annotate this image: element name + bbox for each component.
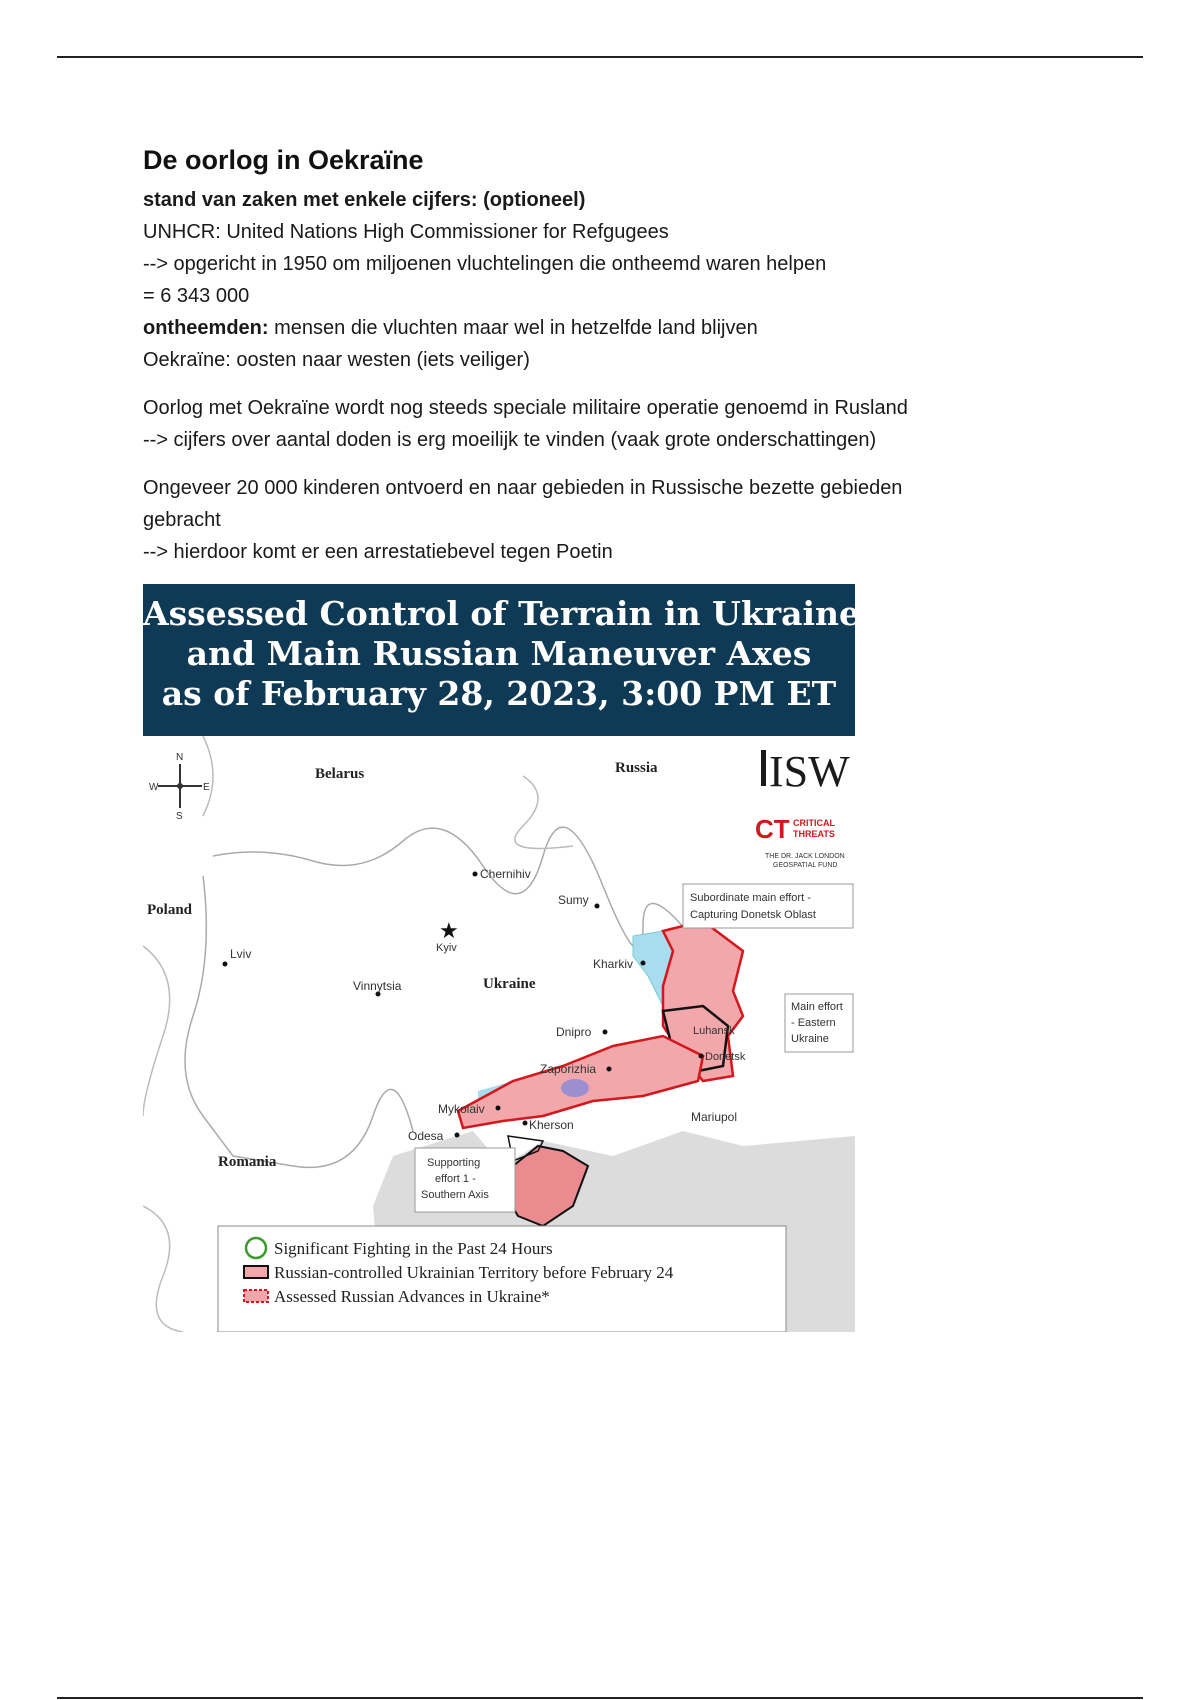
map-title-line: Assessed Control of Terrain in Ukraine bbox=[143, 594, 860, 633]
border-line bbox=[203, 736, 213, 816]
city-kharkiv: Kharkiv bbox=[593, 957, 634, 971]
label-belarus: Belarus bbox=[315, 766, 365, 782]
text-line: UNHCR: United Nations High Commissioner for Refgugees bbox=[143, 221, 669, 243]
svg-text:THREATS: THREATS bbox=[793, 829, 835, 839]
svg-text:CT: CT bbox=[755, 814, 790, 844]
city-luhansk: Luhansk bbox=[693, 1025, 735, 1037]
compass-e: E bbox=[203, 782, 210, 793]
legend-item: Assessed Russian Advances in Ukraine* bbox=[274, 1287, 550, 1306]
page-title: De oorlog in Oekraïne bbox=[143, 145, 424, 175]
svg-text:CRITICAL: CRITICAL bbox=[793, 818, 835, 828]
text-line: --> opgericht in 1950 om miljoenen vluchtelingen die ontheemd waren helpen bbox=[143, 253, 827, 275]
definition-text: mensen die vluchten maar wel in hetzelfde land blijven bbox=[268, 317, 758, 339]
text-line: = 6 343 000 bbox=[143, 285, 250, 307]
city-mykolaiv: Mykolaiv bbox=[438, 1102, 485, 1116]
city-dot bbox=[473, 872, 478, 877]
city-dot bbox=[455, 1133, 460, 1138]
city-mariupol: Mariupol bbox=[691, 1110, 738, 1124]
compass-n: N bbox=[176, 752, 184, 763]
document-body bbox=[143, 140, 1043, 568]
definition-line bbox=[143, 312, 1043, 344]
callout-subordinate bbox=[683, 884, 853, 928]
city-dot bbox=[699, 1054, 704, 1059]
text-line: gebracht bbox=[143, 509, 221, 531]
border-line bbox=[515, 776, 573, 849]
city-kherson: Kherson bbox=[529, 1118, 574, 1132]
svg-text:ISW: ISW bbox=[769, 747, 850, 796]
city-chernihiv: Chernihiv bbox=[480, 867, 531, 881]
callout-supporting bbox=[415, 1148, 515, 1212]
compass-w: W bbox=[149, 782, 159, 793]
city-dot bbox=[595, 904, 600, 909]
city-odesa: Odesa bbox=[408, 1129, 444, 1143]
controlled-legend-icon bbox=[244, 1266, 268, 1278]
city-sumy: Sumy bbox=[558, 893, 589, 907]
border-line bbox=[143, 1206, 183, 1332]
ct-logo bbox=[755, 814, 845, 869]
city-zaporizhia: Zaporizhia bbox=[540, 1062, 597, 1076]
map-title bbox=[143, 584, 860, 736]
city-donetsk: Donetsk bbox=[705, 1051, 746, 1063]
legend-item: Russian-controlled Ukrainian Territory before February 24 bbox=[274, 1263, 674, 1282]
svg-text:Ukraine: Ukraine bbox=[791, 1033, 829, 1045]
callout-main-effort bbox=[785, 994, 853, 1052]
text-line: --> cijfers over aantal doden is erg moeilijk te vinden (vaak grote onderschattingen) bbox=[143, 429, 877, 451]
label-ukraine: Ukraine bbox=[483, 976, 536, 992]
city-dot bbox=[523, 1121, 528, 1126]
city-vinnytsia: Vinnytsia bbox=[353, 979, 402, 993]
map-title-line: as of February 28, 2023, 3:00 PM ET bbox=[161, 674, 837, 713]
isw-logo bbox=[761, 747, 850, 796]
subtitle: stand van zaken met enkele cijfers: (optioneel) bbox=[143, 189, 586, 211]
map-title-line: and Main Russian Maneuver Axes bbox=[186, 634, 812, 673]
map-legend bbox=[218, 1226, 786, 1332]
city-lviv: Lviv bbox=[230, 947, 252, 961]
compass-s: S bbox=[176, 811, 183, 822]
text-line: Oorlog met Oekraïne wordt nog steeds speciale militaire operatie genoemd in Rusland bbox=[143, 397, 908, 419]
border-line bbox=[143, 946, 170, 1116]
city-dot bbox=[496, 1106, 501, 1111]
bottom-rule bbox=[57, 1697, 1143, 1699]
city-dot bbox=[603, 1030, 608, 1035]
city-dot bbox=[223, 962, 228, 967]
ukraine-map-image bbox=[143, 584, 860, 1332]
svg-text:Supporting: Supporting bbox=[427, 1157, 481, 1169]
label-poland: Poland bbox=[147, 902, 193, 918]
city-dnipro: Dnipro bbox=[556, 1025, 592, 1039]
svg-text:Subordinate main effort -: Subordinate main effort - bbox=[690, 892, 811, 904]
svg-text:THE DR. JACK LONDON: THE DR. JACK LONDON bbox=[765, 853, 845, 860]
compass-icon bbox=[149, 752, 210, 822]
svg-text:effort 1 -: effort 1 - bbox=[435, 1173, 476, 1185]
text-line: Oekraïne: oosten naar westen (iets veiliger) bbox=[143, 349, 530, 371]
map-graphic bbox=[143, 736, 855, 1332]
capital-star-icon: ★ bbox=[439, 918, 459, 943]
city-dot bbox=[641, 961, 646, 966]
definition-term: ontheemden: bbox=[143, 317, 269, 339]
svg-text:Southern Axis: Southern Axis bbox=[421, 1189, 489, 1201]
reservoir bbox=[561, 1079, 589, 1097]
text-line: --> hierdoor komt er een arrestatiebevel tegen Poetin bbox=[143, 541, 613, 563]
label-romania: Romania bbox=[218, 1154, 277, 1170]
legend-item: Significant Fighting in the Past 24 Hours bbox=[274, 1239, 553, 1258]
advances-legend-icon bbox=[244, 1290, 268, 1302]
city-dot bbox=[607, 1067, 612, 1072]
top-rule bbox=[57, 56, 1143, 58]
svg-text:Capturing Donetsk Oblast: Capturing Donetsk Oblast bbox=[690, 909, 816, 921]
svg-text:Main effort: Main effort bbox=[791, 1001, 843, 1013]
border-line bbox=[185, 876, 413, 1167]
text-line: Ongeveer 20 000 kinderen ontvoerd en naar gebieden in Russische bezette gebieden bbox=[143, 477, 903, 499]
city-kyiv: Kyiv bbox=[436, 942, 457, 954]
svg-text:GEOSPATIAL FUND: GEOSPATIAL FUND bbox=[773, 862, 838, 869]
label-russia: Russia bbox=[615, 760, 658, 776]
svg-text:- Eastern: - Eastern bbox=[791, 1017, 836, 1029]
